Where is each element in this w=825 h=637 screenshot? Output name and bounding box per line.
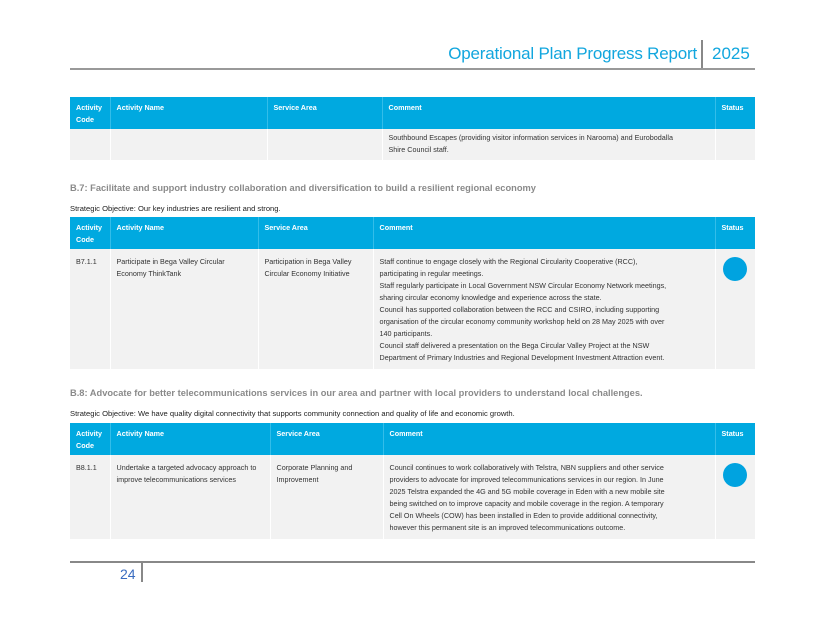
activity-name: [110, 129, 267, 160]
status-indicator-icon: [723, 463, 747, 487]
comment-line: Staff regularly participate in Local Government NSW Circular Economy Network meetings,: [379, 281, 667, 290]
col-status: Status: [715, 97, 755, 129]
col-status: Status: [715, 423, 755, 455]
col-service-area: Service Area: [267, 97, 382, 129]
section-heading-b7: B.7: Facilitate and support industry collaboration and diversification to build a resilient regional economy: [70, 183, 536, 193]
activity-code: B8.1.1: [70, 455, 110, 539]
comment-line: Council continues to work collaboratively with Telstra, NBN suppliers and other service: [389, 463, 664, 472]
service-area: Participation in Bega Valley Circular Economy Initiative: [258, 249, 373, 369]
comment-line: Cell On Wheels (COW) has been installed in Eden to provide additional connectivity,: [389, 511, 658, 520]
header-rule: [70, 68, 755, 70]
activity-table-b7: [70, 217, 755, 369]
comment-line: however this permanent site is an improved telecommunications outcome.: [389, 523, 626, 532]
footer-rule: [70, 561, 755, 563]
col-comment: Comment: [373, 217, 715, 249]
col-activity-name: Activity Name: [110, 423, 270, 455]
col-activity-code: Activity Code: [70, 97, 110, 129]
service-area: [267, 129, 382, 160]
col-activity-name: Activity Name: [110, 97, 267, 129]
comment-line: sharing circular economy knowledge and experience across the state.: [379, 293, 602, 302]
service-area: Corporate Planning and Improvement: [270, 455, 383, 539]
page-number: 24: [120, 566, 136, 582]
col-activity-code: Activity Code: [70, 423, 110, 455]
section-heading-b8: B.8: Advocate for better telecommunications services in our area and partner with local providers to understand local challenges.: [70, 388, 643, 398]
strategic-objective-b8: Strategic Objective: We have quality digital connectivity that supports community connection and quality of life and economic growth.: [70, 409, 515, 418]
footer-divider: [141, 562, 143, 582]
status-cell: [715, 249, 755, 369]
comment-line: Department of Primary Industries and Regional Development Investment Attraction event.: [379, 353, 665, 362]
status-cell: [715, 129, 755, 160]
table-row: [70, 129, 755, 160]
report-year: 2025: [712, 44, 750, 63]
comment-line: being switched on to improve capacity and mobile coverage in the region. A temporary: [389, 499, 664, 508]
comment-line: Council staff delivered a presentation on the Bega Circular Valley Project at the NSW: [379, 341, 650, 350]
comment-line: Staff continue to engage closely with the Regional Circularity Cooperative (RCC),: [379, 257, 638, 266]
continued-activity-table: [70, 97, 755, 160]
header-divider: [701, 40, 703, 69]
comment-line: participating in regular meetings.: [379, 269, 484, 278]
col-status: Status: [715, 217, 755, 249]
report-title: Operational Plan Progress Report: [448, 44, 697, 63]
activity-name: Undertake a targeted advocacy approach to improve telecommunications services: [110, 455, 270, 539]
comment: [373, 249, 715, 369]
table-row: [70, 249, 755, 369]
status-indicator-icon: [723, 257, 747, 281]
comment-line: Shire Council staff.: [388, 145, 449, 154]
comment-line: organisation of the circular economy community workshop held on 28 May 2025 with over: [379, 317, 665, 326]
activity-name: Participate in Bega Valley Circular Economy ThinkTank: [110, 249, 258, 369]
table-header-row: [70, 217, 755, 249]
col-comment: Comment: [382, 97, 715, 129]
activity-table-b8: [70, 423, 755, 539]
col-activity-name: Activity Name: [110, 217, 258, 249]
activity-code: [70, 129, 110, 160]
col-activity-code: Activity Code: [70, 217, 110, 249]
table-header-row: [70, 423, 755, 455]
comment: [382, 129, 715, 160]
table-row: [70, 455, 755, 539]
strategic-objective-b7: Strategic Objective: Our key industries are resilient and strong.: [70, 204, 281, 213]
comment-line: 140 participants.: [379, 329, 433, 338]
activity-code: B7.1.1: [70, 249, 110, 369]
col-service-area: Service Area: [270, 423, 383, 455]
comment-line: providers to advocate for improved telecommunications services in our region. In June: [389, 475, 664, 484]
table-header-row: [70, 97, 755, 129]
comment-line: Council has supported collaboration between the RCC and CSIRO, including supporting: [379, 305, 660, 314]
comment-line: Southbound Escapes (providing visitor information services in Narooma) and Eurobodalla: [388, 133, 673, 142]
comment-line: 2025 Telstra expanded the 4G and 5G mobile coverage in Eden with a new mobile site: [389, 487, 665, 496]
col-comment: Comment: [383, 423, 715, 455]
status-cell: [715, 455, 755, 539]
comment: [383, 455, 715, 539]
col-service-area: Service Area: [258, 217, 373, 249]
